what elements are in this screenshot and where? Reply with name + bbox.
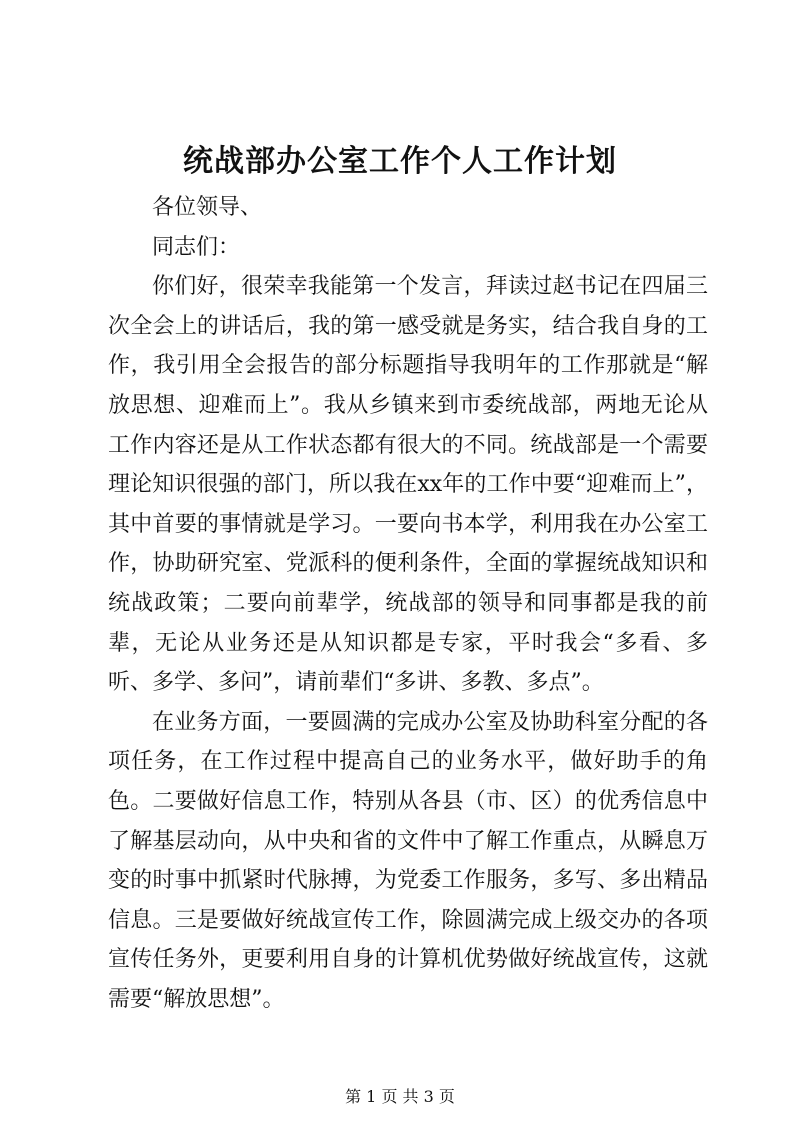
salutation-line-2: 同志们：	[152, 234, 241, 260]
salutation-line-1: 各位领导、	[152, 195, 263, 220]
body-paragraph-2: 在业务方面，一要圆满的完成办公室及协助科室分配的各项任务，在工作过程中提高自己的业务水平，做好助手的角色。二要做好信息工作，特别从各县（市、区）的优秀信息中了解基层动向，从中央和省的文件中了解工作重点，从瞬息万变的时事中抓紧时代脉搏，为党委工作服务，多写、多出精品信息。三是要做好统战宣传工作，除圆满完成上级交办的各项宣传任务外，更要利用自身的计算机优势做好统战宣传，这就需要“解放思想”。	[108, 709, 708, 1012]
document-body	[108, 188, 708, 1019]
document-title: 统战部办公室工作个人工作计划	[183, 144, 617, 179]
page-number-footer: 第 1 页 共 3 页	[345, 1087, 455, 1106]
body-paragraph-1: 你们好，很荣幸我能第一个发言，拜读过赵书记在四届三次全会上的讲话后，我的第一感受就是务实，结合我自身的工作，我引用全会报告的部分标题指导我明年的工作那就是“解放思想、迎难而上”。我从乡镇来到市委统战部，两地无论从工作内容还是从工作状态都有很大的不同。统战部是一个需要理论知识很强的部门，所以我在xx年的工作中要“迎难而上”，其中首要的事情就是学习。一要向书本学，利用我在办公室工作，协助研究室、党派科的便利条件，全面的掌握统战知识和统战政策；二要向前辈学，统战部的领导和同事都是我的前辈，无论从业务还是从知识都是专家，平时我会“多看、多听、多学、多问”，请前辈们“多讲、多教、多点”。	[108, 274, 708, 696]
